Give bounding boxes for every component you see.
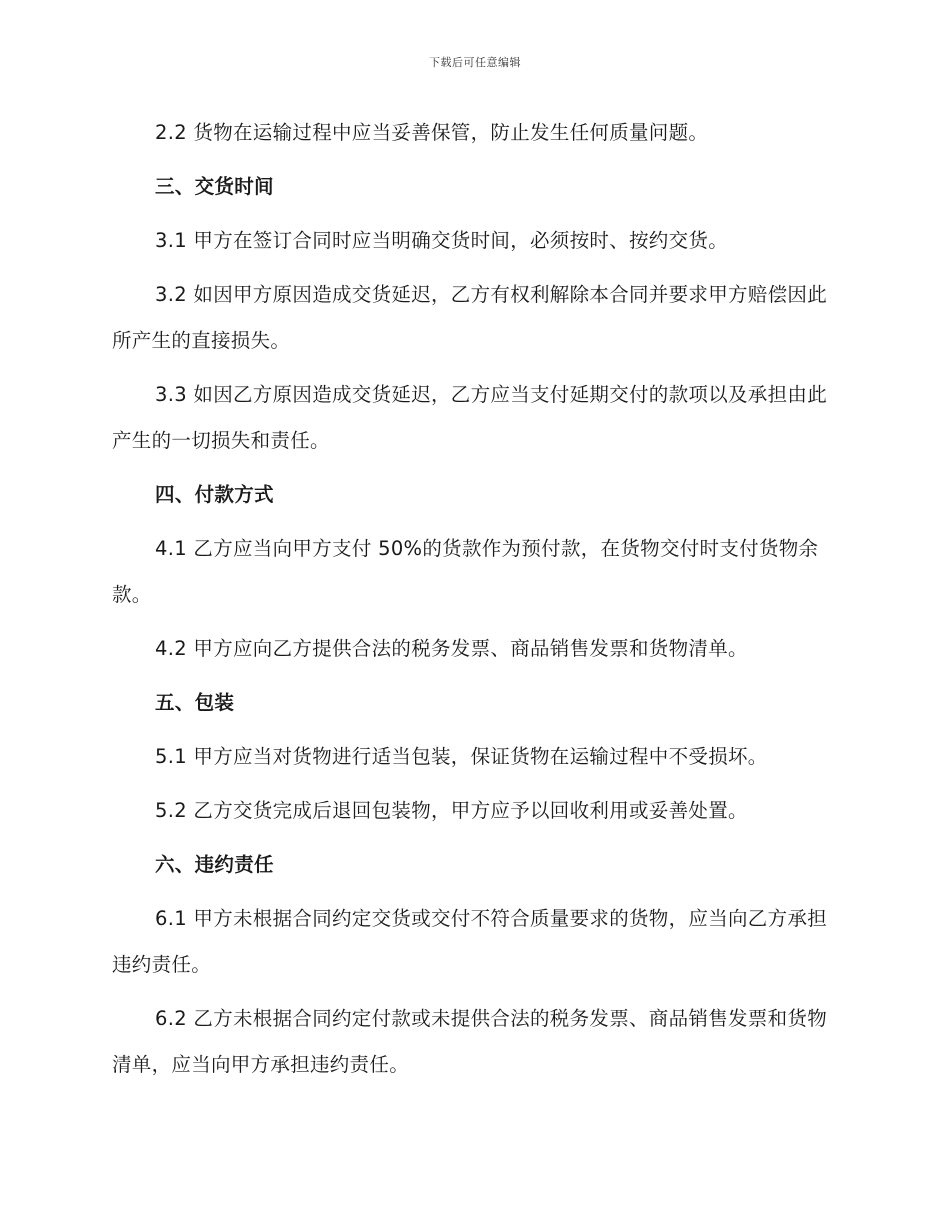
clause-3-2: 3.2 如因甲方原因造成交货延迟，乙方有权利解除本合同并要求甲方赔偿因此所产生的直接损失。 (112, 283, 828, 352)
section-heading-liability: 六、违约责任 (155, 853, 274, 876)
clause-4-1: 4.1 乙方应当向甲方支付 50%的货款作为预付款，在货物交付时支付货物余款。 (112, 537, 819, 606)
document-body (112, 110, 828, 1096)
section-heading-payment: 四、付款方式 (155, 483, 274, 506)
clause-5-2: 5.2 乙方交货完成后退回包装物，甲方应予以回收利用或妥善处置。 (155, 799, 748, 822)
clause-6-1: 6.1 甲方未根据合同约定交货或交付不符合质量要求的货物，应当向乙方承担违约责任。 (112, 907, 828, 976)
clause-2-2: 2.2 货物在运输过程中应当妥善保管，防止发生任何质量问题。 (155, 121, 709, 144)
clause-4-2: 4.2 甲方应向乙方提供合法的税务发票、商品销售发票和货物清单。 (155, 637, 748, 660)
section-heading-delivery-time: 三、交货时间 (155, 175, 274, 198)
clause-5-1: 5.1 甲方应当对货物进行适当包装，保证货物在运输过程中不受损坏。 (155, 745, 768, 768)
section-heading-packaging: 五、包装 (155, 691, 235, 714)
clause-3-1: 3.1 甲方在签订合同时应当明确交货时间，必须按时、按约交货。 (155, 229, 729, 252)
page-header: 下载后可任意编辑 (429, 56, 521, 69)
clause-6-2: 6.2 乙方未根据合同约定付款或未提供合法的税务发票、商品销售发票和货物清单，应当向甲方承担违约责任。 (112, 1007, 828, 1076)
clause-3-3: 3.3 如因乙方原因造成交货延迟，乙方应当支付延期交付的款项以及承担由此产生的一切损失和责任。 (112, 383, 828, 452)
